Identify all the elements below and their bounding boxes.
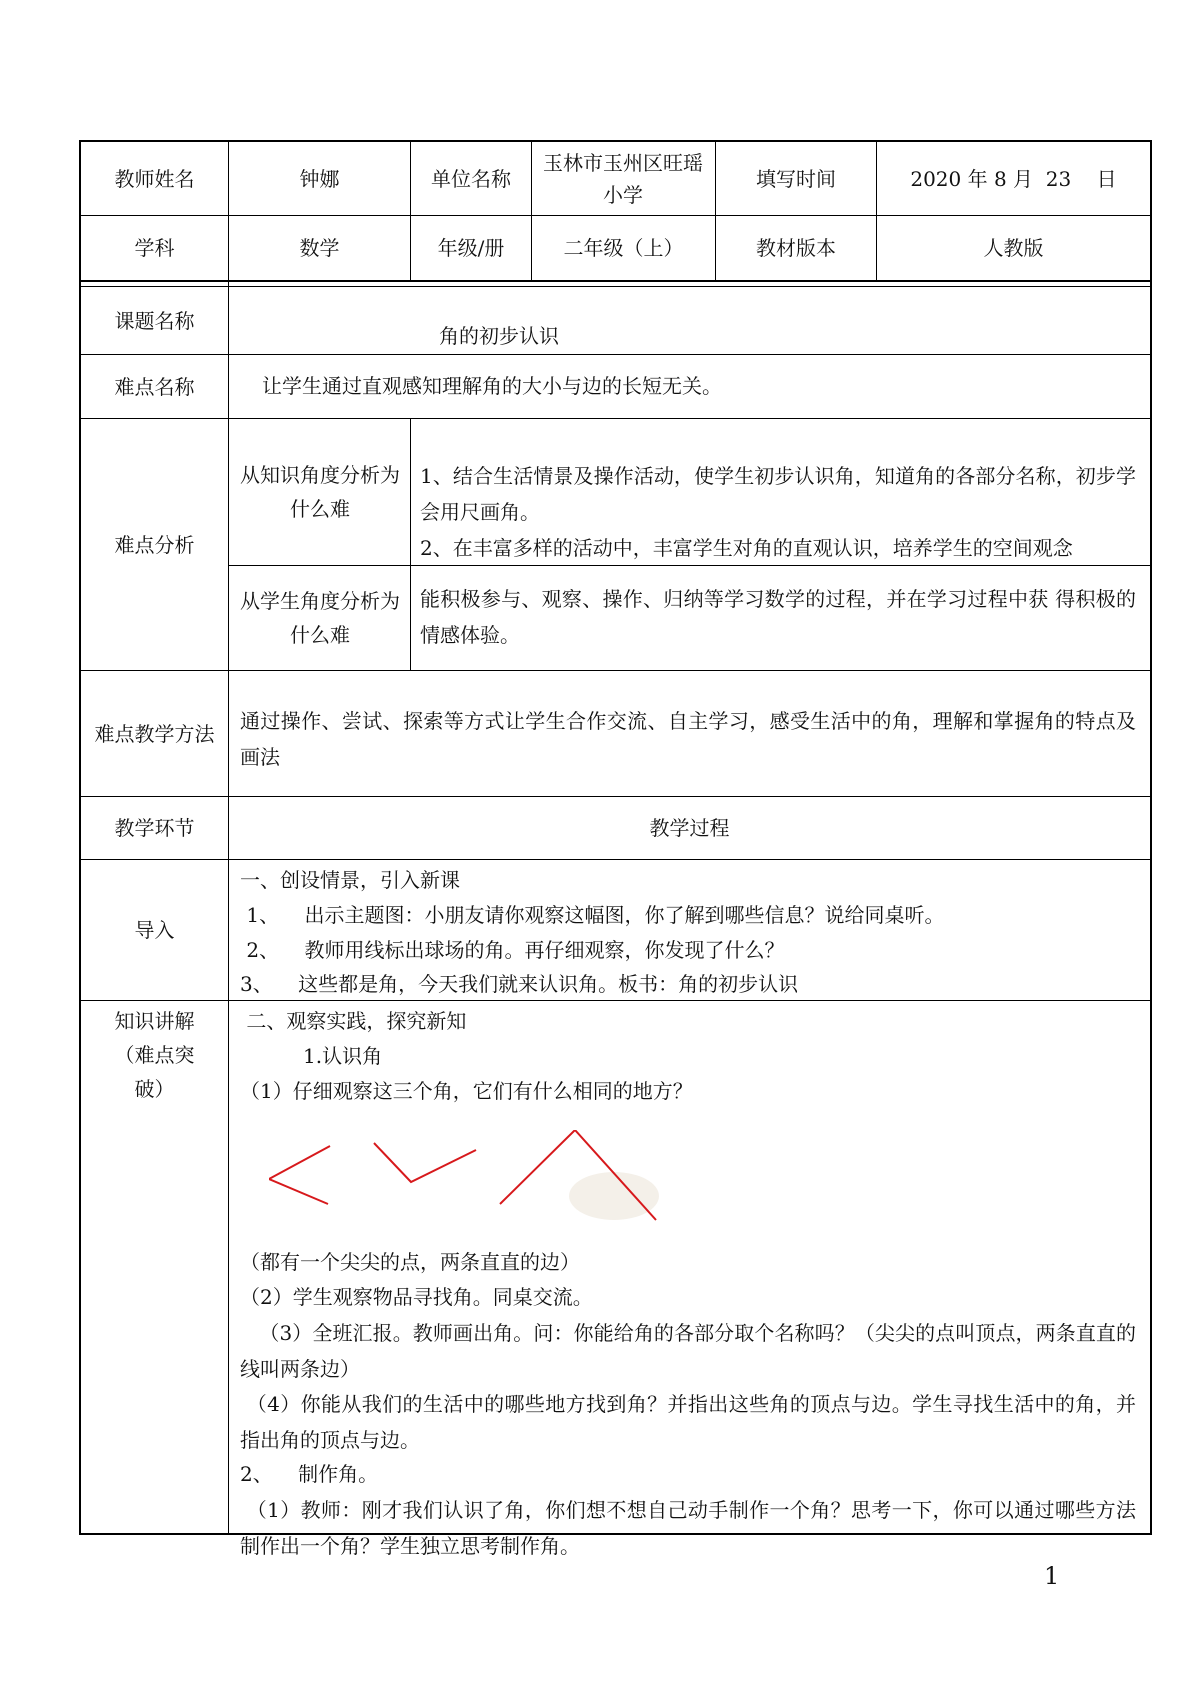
intro-line: 2、 教师用线标出球场的角。再仔细观察，你发现了什么？: [240, 938, 785, 962]
date-label: 填写时间: [756, 166, 836, 191]
date-value: 2020 年 8 月 23 日: [910, 166, 1117, 191]
intro-label: 导入: [134, 918, 175, 942]
intro-line: 3、 这些都是角，今天我们就来认识角。板书：角的初步认识: [240, 972, 799, 996]
method-label: 难点教学方法: [94, 721, 215, 746]
intro-line: 1、 出示主题图：小朋友请你观察这幅图，你了解到哪些信息？说给同桌听。: [240, 903, 945, 927]
knowledge-angle-text-2: 2、在丰富多样的活动中，丰富学生对角的直观认识，培养学生的空间观念: [420, 536, 1073, 560]
unit-name: 玉林市玉州区旺瑶小学: [543, 150, 703, 207]
knowledge-line: （都有一个尖尖的点，两条直直的边）: [240, 1250, 580, 1274]
analysis-label: 难点分析: [114, 532, 195, 557]
knowledge-angle-text: 1、结合生活情景及操作活动，使学生初步认识角，知道角的各部分名称，初步学会用尺画角。: [420, 464, 1136, 524]
lesson-plan-table: [79, 140, 1152, 1558]
stage-label: 教学环节: [114, 816, 195, 840]
page-number: 1: [1044, 1562, 1060, 1590]
knowledge-paragraph: （1）教师：刚才我们认识了角，你们想不想自己动手制作一个角？思考一下，你可以通过哪些方法制作出一个角？学生独立思考制作角。: [240, 1498, 1136, 1558]
method-text: 通过操作、尝试、探索等方式让学生合作交流、自主学习，感受生活中的角，理解和掌握角的特点及画法: [240, 709, 1136, 769]
knowledge-paragraph: （3）全班汇报。教师画出角。问：你能给角的各部分取个名称吗？（尖尖的点叫顶点，两条直直的线叫两条边）: [240, 1321, 1136, 1381]
knowledge-line: （2）学生观察物品寻找角。同桌交流。: [240, 1285, 593, 1309]
grade-label: 年级/册: [437, 236, 505, 260]
edition-value: 人教版: [983, 236, 1044, 260]
knowledge-line: 2、 制作角。: [240, 1462, 379, 1486]
angles-illustration: [269, 1130, 729, 1240]
row-divider: [79, 354, 1152, 355]
student-angle-text: 能积极参与、观察、操作、归纳等学习数学的过程，并在学习过程中获 得积极的情感体验。: [420, 587, 1136, 647]
knowledge-label: 知识讲解（难点突破）: [114, 1009, 195, 1101]
subject-value: 数学: [299, 236, 340, 260]
row-divider: [79, 859, 1152, 860]
angle-down-icon: [374, 1143, 476, 1182]
table-border-right: [1150, 140, 1152, 1535]
row-divider: [79, 280, 1152, 282]
angle-left-icon: [269, 1146, 330, 1204]
column-divider: [410, 418, 411, 670]
knowledge-line: 二、观察实践，探究新知: [240, 1009, 467, 1033]
knowledge-angle-label: 从知识角度分析为什么难: [240, 463, 400, 521]
process-label: 教学过程: [649, 816, 730, 840]
row-divider: [79, 286, 1152, 287]
intro-line: 一、创设情景，引入新课: [240, 868, 460, 892]
topic-title: 角的初步认识: [439, 324, 559, 348]
knowledge-line: 1.认识角: [303, 1044, 383, 1068]
knowledge-line: （1）仔细观察这三个角，它们有什么相同的地方？: [240, 1079, 693, 1103]
subject-label: 学科: [134, 236, 175, 260]
unit-label: 单位名称: [431, 166, 511, 191]
teacher-label: 教师姓名: [114, 166, 195, 191]
teacher-name: 钟娜: [299, 166, 340, 191]
difficulty-label: 难点名称: [114, 374, 195, 399]
knowledge-paragraph: （4）你能从我们的生活中的哪些地方找到角？并指出这些角的顶点与边。学生寻找生活中的角，并指出角的顶点与边。: [240, 1392, 1136, 1452]
topic-label: 课题名称: [114, 308, 195, 333]
row-divider: [79, 670, 1152, 671]
edition-label: 教材版本: [756, 236, 836, 260]
smudge: [569, 1172, 659, 1220]
difficulty-text: 让学生通过直观感知理解角的大小与边的长短无关。: [262, 374, 722, 398]
grade-value: 二年级（上）: [563, 236, 684, 260]
student-angle-label: 从学生角度分析为什么难: [240, 589, 400, 647]
